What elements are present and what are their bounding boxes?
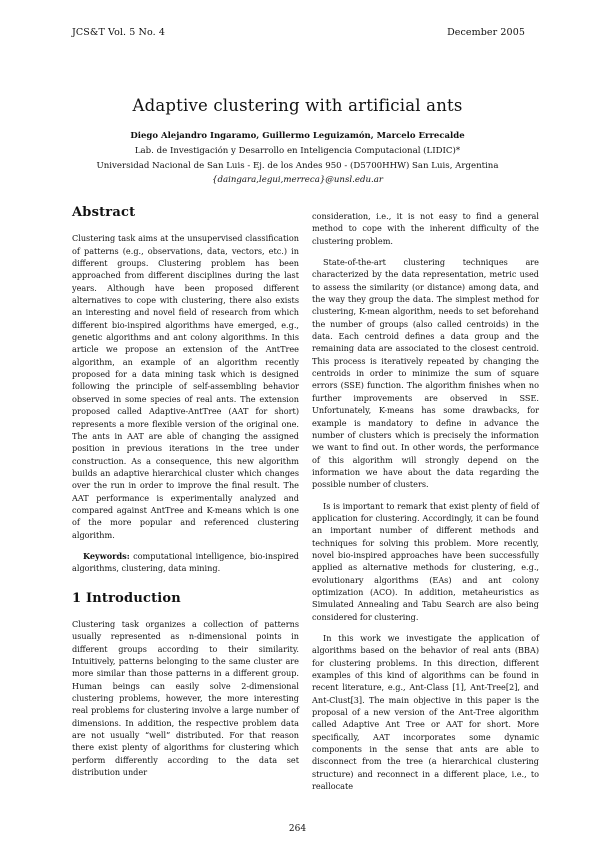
date-header: December 2005 [447, 27, 525, 38]
authors: Diego Alejandro Ingaramo, Guillermo Leguizamón, Marcelo Errecalde [130, 131, 465, 141]
intro-paragraph-2: State-of-the-art clustering techniques are characterized by the data representation, metric used to assess the similarity (or distance) among data, and the way they group the data. The simplest method for clustering, K-mean algorithm, needs to set beforehand the number of groups (also called centroids) in the data. Each centroid defines a data group and the remaining data are associated to the closest centroid. This process is iteratively repeated by changing the centroids in order to minimize the sum of square errors (SSE) function. The algorithm finishes when no further improvements are observed in SSE. Unfortunately, K-means has some drawbacks, for example is mandatory to define in advance the number of clusters which is precisely the information we want to find out. In other words, the performance of this algorithm will strongly depend on the information we have about the data regarding the possible number of clusters. [312, 257, 539, 490]
keywords-label: Keywords: [83, 550, 130, 561]
right-column [312, 210, 539, 801]
abstract-heading: Abstract [72, 205, 136, 220]
journal-header: JCS&T Vol. 5 No. 4 [72, 27, 165, 38]
intro-paragraph-3: Is is important to remark that exist plenty of field of application for clustering. Accordingly, it can be found an important number of different methods and techniques for solving this problem. More recently, novel bio-inspired approaches have been successfully applied as alternative methods for clustering, e.g., evolutionary algorithms (EAs) and ant colony optimization (ACO). In addition, metaheuristics as Simulated Annealing and Tabu Search are also being considered for clustering. [312, 500, 539, 622]
affiliation-lab: Lab. de Investigación y Desarrollo en Inteligencia Computacional (LIDIC)* [134, 146, 461, 156]
author-emails: {daingara,legui,merreca}@unsl.edu.ar [212, 175, 383, 185]
left-column [72, 207, 299, 787]
intro-paragraph-1: Clustering task organizes a collection of patterns usually represented as n-dimensional points in different groups according to their similarity. Intuitively, patterns belonging to the same cluster are more similar than those patterns in a different group. Human beings can easily solve 2-dimensional clustering problems, however, the more interesting real problems for clustering involve a large number of dimensions. In addition, the respective problem data are not usually “well” distributed. For that reason there exist plenty of algorithms for clustering which perform differently according to the data set distribution under [72, 618, 299, 778]
intro-paragraph-4: In this work we investigate the application of algorithms based on the behavior of real ants (BBA) for clustering problems. In this direction, different examples of this kind of algorithms can be found in recent literature, e.g., Ant-Class [1], Ant-Tree[2], and Ant-Clust[3]. The main objective in this paper is the proposal of a new version of the Ant-Tree algorithm called Adaptive Ant Tree or AAT for short. More specifically, AAT incorporates some dynamic components in the sense that ants are able to disconnect from the tree (a hierarchical clustering structure) and reconnect in a different place, i.e., to reallocate [312, 633, 539, 792]
paper-title: Adaptive clustering with artificial ants [132, 96, 463, 115]
affiliation-university: Universidad Nacional de San Luis - Ej. de los Andes 950 - (D5700HHW) San Luis, Argentina [96, 161, 499, 171]
keywords [72, 550, 299, 575]
page-number: 264 [288, 824, 307, 834]
abstract-text: Clustering task aims at the unsupervised classification of patterns (e.g., observations, data, vectors, etc.) in different groups. Clustering problem has been approached from different disciplines during the last years. Although have been proposed different alternatives to cope with clustering, there also exists an interesting and novel field of research from which different bio-inspired algorithms have emerged, e.g., genetic algorithms and ant colony algorithms. In this article we propose an extension of the AntTree algorithm, an example of an algorithm recently proposed for a data mining task which is designed following the principle of self-assembling behavior observed in some species of real ants. The extension proposed called Adaptive-AntTree (AAT for short) represents a more flexible version of the original one. The ants in AAT are able of changing the assigned position in previous iterations in the tree under construction. As a consequence, this new algorithm builds an adaptive hierarchical cluster which changes over the run in order to improve the final result. The AAT performance is experimentally analyzed and compared against AntTree and K-means which is one of the more popular and referenced clustering algorithm. [72, 233, 299, 540]
intro-paragraph-continued: consideration, i.e., it is not easy to find a general method to cope with the inherent difficulty of the clustering problem. [312, 211, 539, 246]
introduction-heading: 1 Introduction [72, 590, 181, 606]
keywords-text: computational intelligence, bio-inspired algorithms, clustering, data mining. [72, 550, 299, 574]
